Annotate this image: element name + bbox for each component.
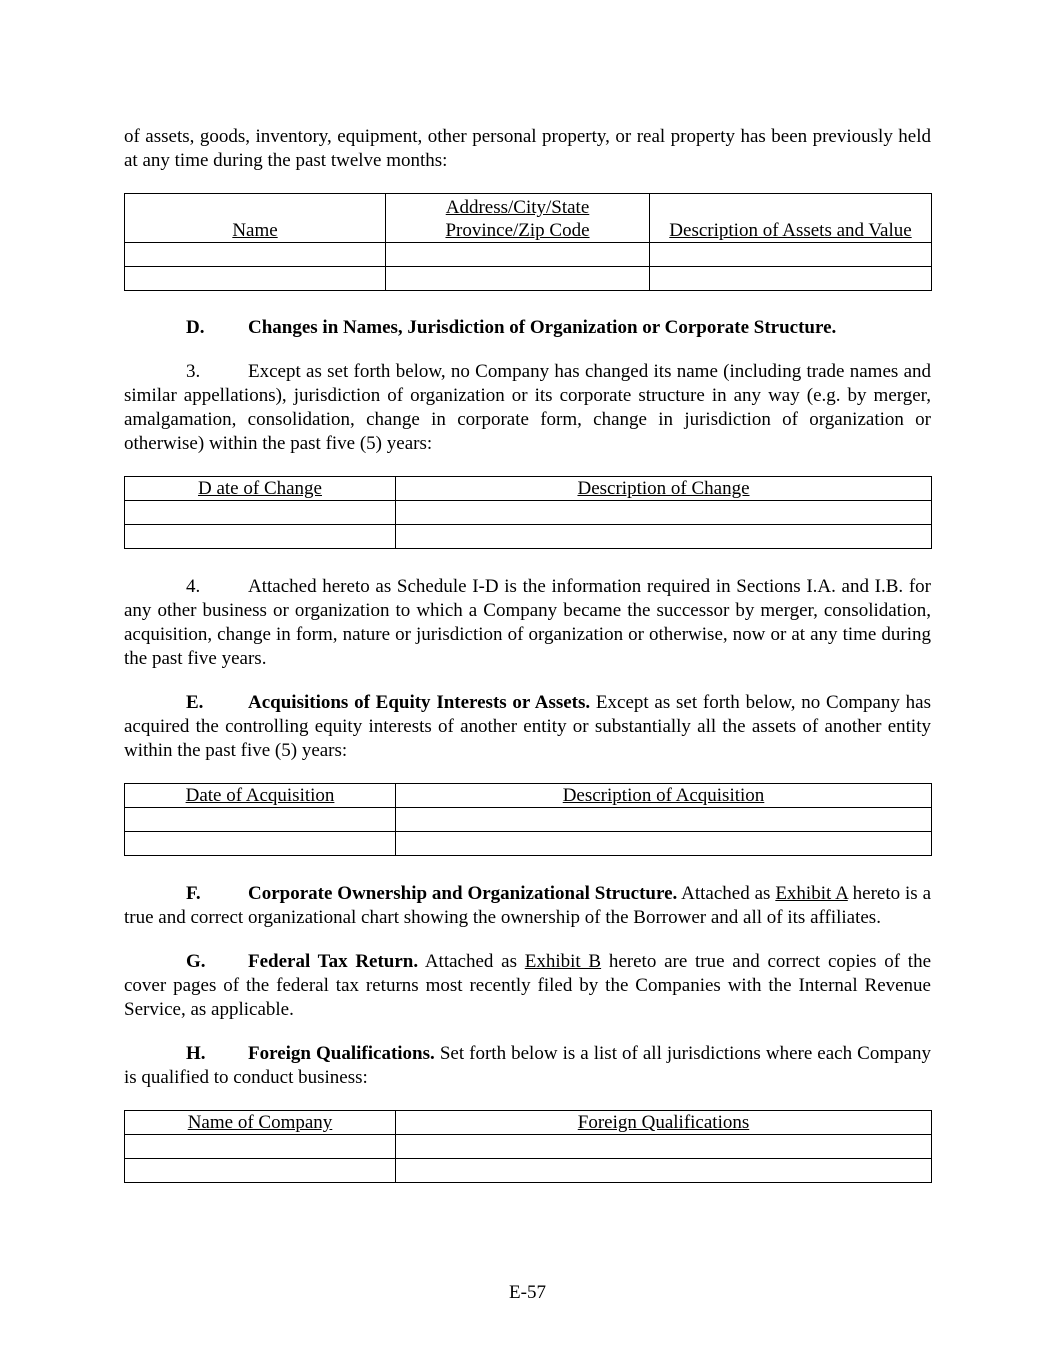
table-row bbox=[125, 243, 932, 267]
table-cell bbox=[396, 525, 932, 549]
table-cell bbox=[396, 832, 932, 856]
section-g-paragraph: G. Federal Tax Return. Attached as Exhibit B hereto are true and correct copies of the cover pages of the federal tax returns most recently filed by the Companies with the Internal Revenue Service, as applicable. bbox=[124, 951, 932, 1020]
paragraph-3: 3. Except as set forth below, no Company has changed its name (including trade names and similar appellations), jurisdiction of organization or its corporate structure in any way (e.g. by merger, amalgamation, consolidation, change in corporate form, change in jurisdiction of organization or otherwise) within the past five (5) years: bbox=[124, 361, 931, 454]
table-cell bbox=[386, 267, 650, 291]
changes-table bbox=[124, 476, 932, 549]
table-cell bbox=[125, 525, 396, 549]
table-cell bbox=[125, 501, 396, 525]
section-g-title: Federal Tax Return. bbox=[248, 951, 419, 972]
table-header-row bbox=[125, 784, 932, 808]
table-cell bbox=[650, 267, 932, 291]
column-header-description: Description of Assets and Value bbox=[669, 220, 912, 241]
column-header-description-of-acquisition: Description of Acquisition bbox=[562, 785, 765, 806]
table-row bbox=[125, 525, 932, 549]
table-cell bbox=[125, 267, 386, 291]
column-header-foreign-qualifications: Foreign Qualifications bbox=[577, 1112, 750, 1133]
foreign-qualifications-table bbox=[124, 1110, 932, 1183]
table-cell bbox=[386, 243, 650, 267]
table-row bbox=[125, 1159, 932, 1183]
section-e-paragraph: E. Acquisitions of Equity Interests or Assets. Except as set forth below, no Company has acquired the controlling equity interests of another entity or substantially all the assets of another entity within the past five (5) years: bbox=[124, 692, 932, 761]
table-row bbox=[125, 808, 932, 832]
table-header-row bbox=[125, 477, 932, 501]
table-cell bbox=[650, 243, 932, 267]
column-header-name-of-company: Name of Company bbox=[187, 1112, 333, 1133]
table-row bbox=[125, 501, 932, 525]
table-cell bbox=[125, 1159, 396, 1183]
table-cell bbox=[396, 808, 932, 832]
table-cell bbox=[125, 832, 396, 856]
paragraph-4: 4. Attached hereto as Schedule I-D is the information required in Sections I.A. and I.B. for any other business or organization to which a Company became the successor by merger, consolidation, acquisition, change in form, nature or jurisdiction of organization or otherwise, now or at any time during the past five years. bbox=[124, 576, 931, 669]
intro-paragraph: of assets, goods, inventory, equipment, other personal property, or real property has been previously held at any time during the past twelve months: bbox=[124, 126, 931, 171]
section-e-title: Acquisitions of Equity Interests or Assets. bbox=[248, 692, 591, 713]
table-row bbox=[125, 832, 932, 856]
column-header-name: Name bbox=[232, 220, 278, 241]
section-f-paragraph: F. Corporate Ownership and Organizational Structure. Attached as Exhibit A hereto is a true and correct organizational chart showing the ownership of the Borrower and all of its affiliates. bbox=[124, 883, 932, 928]
column-header-address-line1: Address/City/State bbox=[445, 197, 590, 218]
assets-table bbox=[124, 193, 932, 291]
table-row bbox=[125, 267, 932, 291]
document-page bbox=[124, 125, 931, 1183]
table-header-row bbox=[125, 194, 932, 243]
column-header-date-of-acquisition: Date of Acquisition bbox=[185, 785, 335, 806]
table-cell bbox=[396, 501, 932, 525]
column-header-address-line2: Province/Zip Code bbox=[445, 220, 590, 241]
section-f-title: Corporate Ownership and Organizational Structure. bbox=[248, 883, 678, 904]
exhibit-a-reference: Exhibit A bbox=[775, 883, 848, 904]
section-h-paragraph: H. Foreign Qualifications. Set forth below is a list of all jurisdictions where each Company is qualified to conduct business: bbox=[124, 1043, 932, 1088]
column-header-description-of-change: Description of Change bbox=[577, 478, 750, 499]
table-cell bbox=[125, 808, 396, 832]
acquisitions-table bbox=[124, 783, 932, 856]
section-h-title: Foreign Qualifications. bbox=[248, 1043, 435, 1064]
column-header-date-of-change: D ate of Change bbox=[198, 478, 322, 499]
table-header-row bbox=[125, 1111, 932, 1135]
exhibit-b-reference: Exhibit B bbox=[524, 951, 602, 972]
table-cell bbox=[125, 243, 386, 267]
section-d-heading: D. Changes in Names, Jurisdiction of Organization or Corporate Structure. bbox=[186, 317, 837, 338]
table-cell bbox=[396, 1159, 932, 1183]
table-cell bbox=[125, 1135, 396, 1159]
table-row bbox=[125, 1135, 932, 1159]
table-cell bbox=[396, 1135, 932, 1159]
page-number: E-57 bbox=[509, 1282, 546, 1303]
